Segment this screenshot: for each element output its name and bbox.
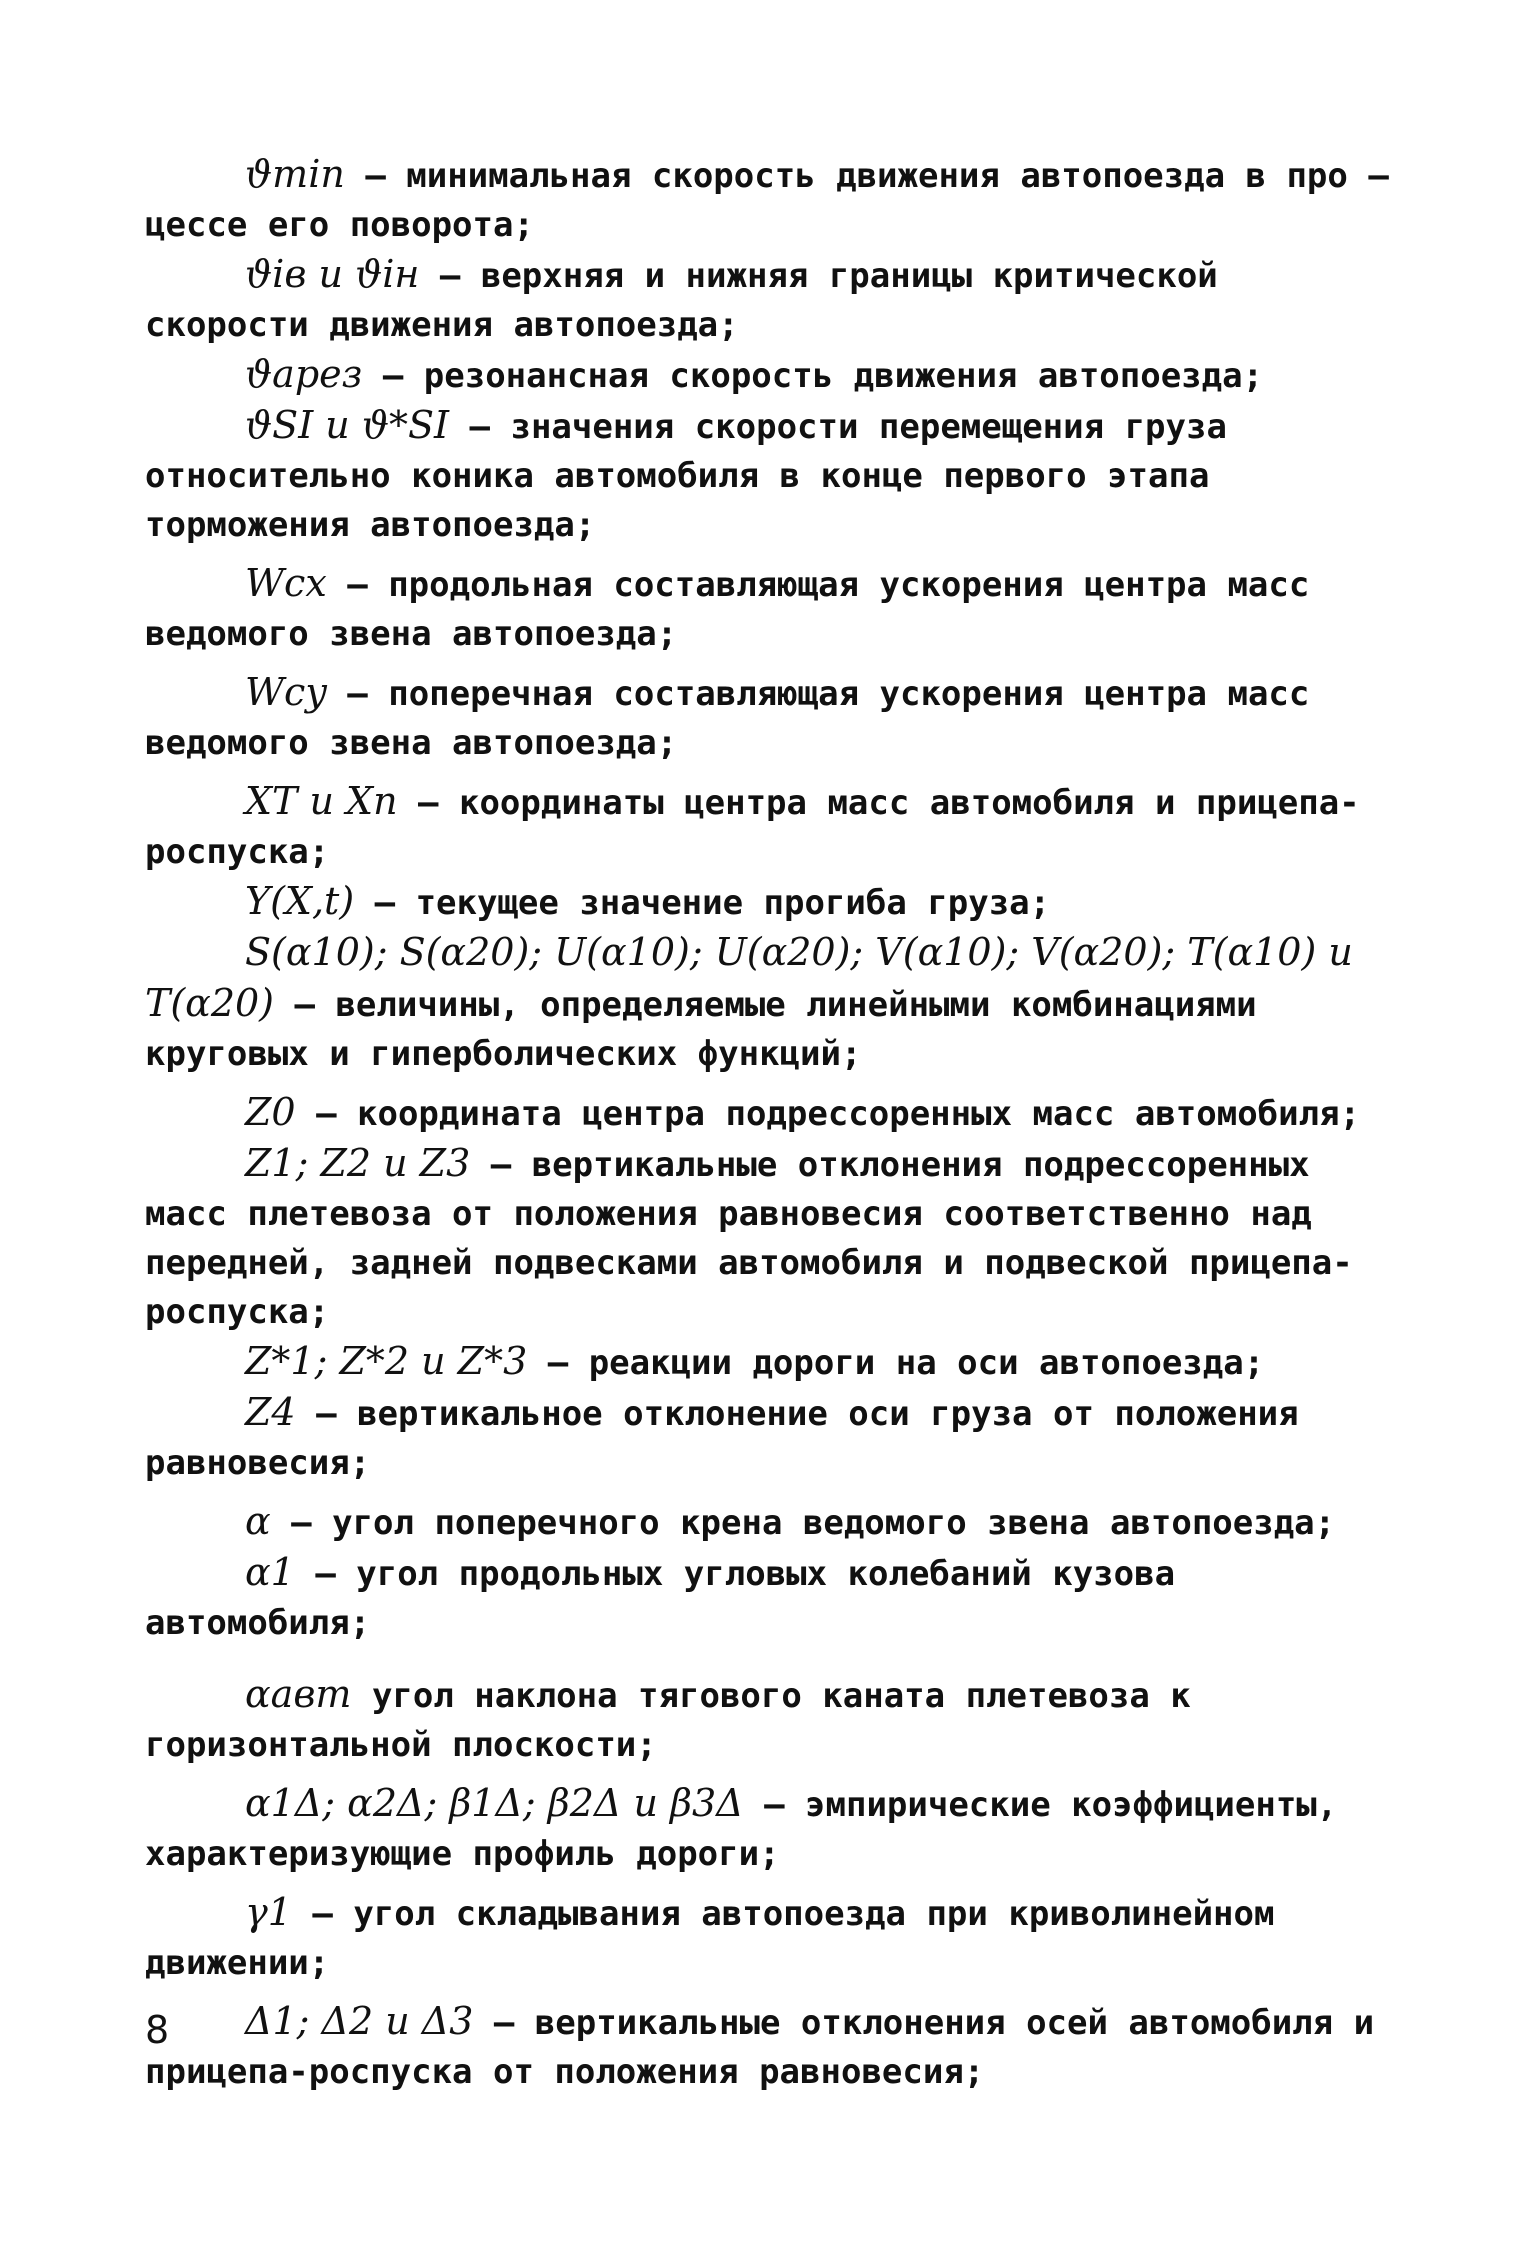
- notation-definition: – угол продольных угловых колебаний кузова автомобиля;: [145, 1554, 1176, 1643]
- page-number: 8: [145, 2008, 170, 2052]
- notation-entry: [145, 1779, 1395, 1879]
- notation-symbol: Wcy: [245, 670, 327, 714]
- notation-symbol: Δ1; Δ2 и Δ3: [245, 1999, 474, 2043]
- notation-definition: – резонансная скорость движения автопоезда;: [382, 356, 1264, 396]
- notation-symbol: Y(X,t): [245, 879, 355, 923]
- notation-symbol: α: [245, 1499, 271, 1543]
- notation-definition: – поперечная составляющая ускорения центра масс ведомого звена автопоезда;: [145, 674, 1310, 763]
- notation-symbol: ϑiв и ϑiн: [245, 252, 420, 296]
- notation-entry: [145, 928, 1395, 1079]
- notation-definition: угол наклона тягового каната плетевоза к горизонтальной плоскости;: [145, 1676, 1191, 1765]
- notation-entry: [145, 777, 1395, 877]
- notation-symbol: ϑmin: [245, 152, 345, 196]
- notation-symbol: ϑSI и ϑ*SI: [245, 403, 450, 447]
- notation-definition: – текущее значение прогиба груза;: [374, 883, 1051, 923]
- notation-symbol: α1: [245, 1550, 295, 1594]
- notation-entry: [145, 1497, 1395, 1548]
- notation-definition: – эмпирические коэффициенты, характеризующие профиль дороги;: [145, 1785, 1338, 1874]
- notation-entry: [145, 1670, 1395, 1770]
- notation-symbol: α1Δ; α2Δ; β1Δ; β2Δ и β3Δ: [245, 1781, 744, 1825]
- notation-symbol: γ1: [245, 1890, 292, 1934]
- notation-symbol: Z4: [245, 1390, 296, 1434]
- notation-entry: [145, 668, 1395, 768]
- notation-entry: [145, 1548, 1395, 1648]
- notation-symbol: Z0: [245, 1090, 296, 1134]
- notation-definition: – вертикальные отклонения осей автомобиля и прицепа-роспуска от положения равновесия;: [145, 2003, 1375, 2092]
- notation-entry: [145, 1888, 1395, 1988]
- notation-entry: [145, 350, 1395, 401]
- notation-entry: [145, 401, 1395, 550]
- notation-definition: – угол поперечного крена ведомого звена автопоезда;: [291, 1503, 1336, 1543]
- notation-symbol: ϑaрез: [245, 352, 363, 396]
- notation-symbol: Z*1; Z*2 и Z*3: [245, 1339, 528, 1383]
- notation-definition: – минимальная скорость движения автопоезда в про – цессе его поворота;: [145, 156, 1389, 245]
- notation-entry: [145, 559, 1395, 659]
- notation-definition: – величины, определяемые линейными комбинациями круговых и гиперболических функций;: [145, 985, 1257, 1074]
- notation-definition: – значения скорости перемещения груза относительно коника автомобиля в конце первого этапа торможения автопоезда;: [145, 407, 1227, 545]
- notation-entry: [145, 250, 1395, 350]
- notation-entry: [145, 150, 1395, 250]
- notation-definition: – вертикальные отклонения подрессоренных масс плетевоза от положения равновесия соответственно над передней, задней подвесками автомобиля и подвеской прицепа-роспуска;: [145, 1145, 1353, 1332]
- notation-definition: – координата центра подрессоренных масс автомобиля;: [316, 1094, 1361, 1134]
- notation-symbol: Wcx: [245, 561, 327, 605]
- notation-definition: – реакции дороги на оси автопоезда;: [547, 1343, 1265, 1383]
- notation-entry: [145, 1388, 1395, 1488]
- notation-symbol: S(α10); S(α20); U(α10); U(α20); V(α10); V(α20); T(α10) и T(α20): [145, 930, 1353, 1025]
- notation-entry: [145, 877, 1395, 928]
- notation-definition: – угол складывания автопоезда при криволинейном движении;: [145, 1894, 1275, 1983]
- notation-entry: [145, 1337, 1395, 1388]
- notation-entry: [145, 1088, 1395, 1139]
- notation-entry: [145, 1997, 1395, 2097]
- notation-definition: – продольная составляющая ускорения центра масс ведомого звена автопоезда;: [145, 565, 1310, 654]
- notation-definition: – координаты центра масс автомобиля и прицепа-роспуска;: [145, 783, 1360, 872]
- notation-list: [145, 150, 1395, 2097]
- notation-symbol: XT и Xп: [245, 779, 398, 823]
- notation-entry: [145, 1139, 1395, 1337]
- notation-symbol: Z1; Z2 и Z3: [245, 1141, 471, 1185]
- notation-definition: – вертикальное отклонение оси груза от положения равновесия;: [145, 1394, 1299, 1483]
- notation-definition: – верхняя и нижняя границы критической скорости движения автопоезда;: [145, 256, 1218, 345]
- notation-symbol: αавт: [245, 1672, 352, 1716]
